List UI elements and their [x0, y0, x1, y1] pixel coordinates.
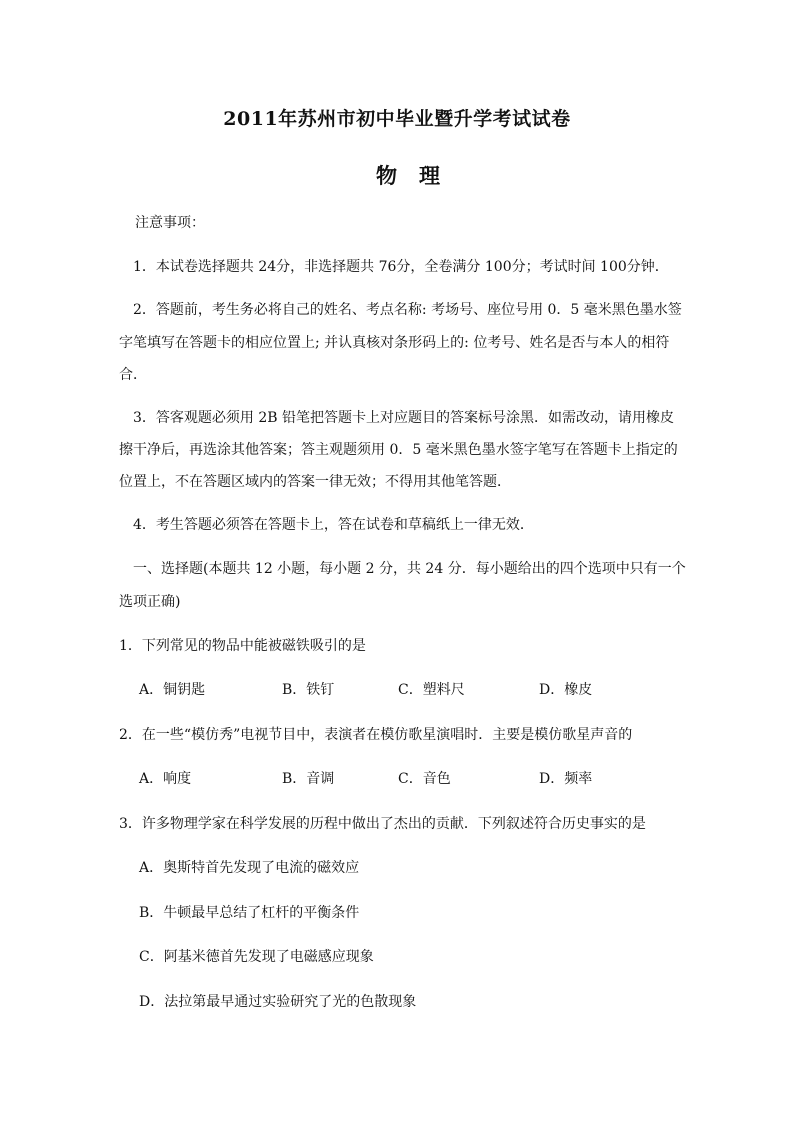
question-2-option-a: A．响度 — [139, 771, 192, 787]
notice-item-4: 4．考生答题必须答在答题卡上，答在试卷和草稿纸上一律无效． — [133, 517, 534, 533]
notice-item-2-line-2: 字笔填写在答题卡的相应位置上; 并认真核对条形码上的: 位考号、姓名是否与本人的相符 — [119, 335, 670, 351]
question-1-option-d: D．橡皮 — [539, 682, 593, 698]
section-1-heading-line-1: 一、选择题(本题共 12 小题，每小题 2 分，共 24 分．每小题给出的四个选项中只有一个 — [133, 561, 686, 577]
question-1-option-c: C．塑料尺 — [398, 682, 465, 698]
question-3-option-c: C．阿基米德首先发现了电磁感应现象 — [139, 949, 374, 965]
notice-item-3-line-2: 擦干净后，再选涂其他答案；答主观题须用 0．5 毫米黑色墨水签字笔写在答题卡上指定的 — [119, 442, 678, 458]
notice-item-1: 1．本试卷选择题共 24分，非选择题共 76分，全卷满分 100分；考试时间 100分钟． — [133, 259, 669, 275]
subject-title: 物理 — [376, 163, 462, 188]
question-3-stem: 3．许多物理学家在科学发展的历程中做出了杰出的贡献．下列叙述符合历史事实的是 — [119, 816, 646, 832]
notice-item-2-line-3: 合． — [119, 367, 147, 383]
notice-item-3-line-1: 3．答客观题必须用 2B 铅笔把答题卡上对应题目的答案标号涂黑．如需改动，请用橡皮 — [133, 410, 675, 426]
question-2-option-d: D．频率 — [539, 771, 593, 787]
notice-item-3-line-3: 位置上，不在答题区域内的答案一律无效；不得用其他笔答题． — [119, 474, 511, 490]
section-1-heading-line-2: 选项正确) — [119, 594, 181, 610]
question-2-option-b: B．音调 — [282, 771, 335, 787]
exam-title: 2011年苏州市初中毕业暨升学考试试卷 — [223, 108, 571, 130]
question-3-option-d: D．法拉第最早通过实验研究了光的色散现象 — [139, 994, 417, 1010]
question-3-option-a: A．奥斯特首先发现了电流的磁效应 — [139, 860, 360, 876]
question-2-stem: 2．在一些“模仿秀”电视节目中，表演者在模仿歌星演唱时．主要是模仿歌星声音的 — [119, 727, 633, 743]
notice-heading: 注意事项： — [135, 215, 205, 231]
question-2-option-c: C．音色 — [398, 771, 451, 787]
notice-item-2-line-1: 2．答题前，考生务必将自己的姓名、考点名称: 考场号、座位号用 0．5 毫米黑色墨水签 — [133, 302, 682, 318]
question-1-stem: 1．下列常见的物品中能被磁铁吸引的是 — [119, 638, 366, 654]
question-1-option-a: A．铜钥匙 — [139, 682, 206, 698]
question-3-option-b: B．牛顿最早总结了杠杆的平衡条件 — [139, 905, 360, 921]
question-1-option-b: B．铁钉 — [282, 682, 335, 698]
